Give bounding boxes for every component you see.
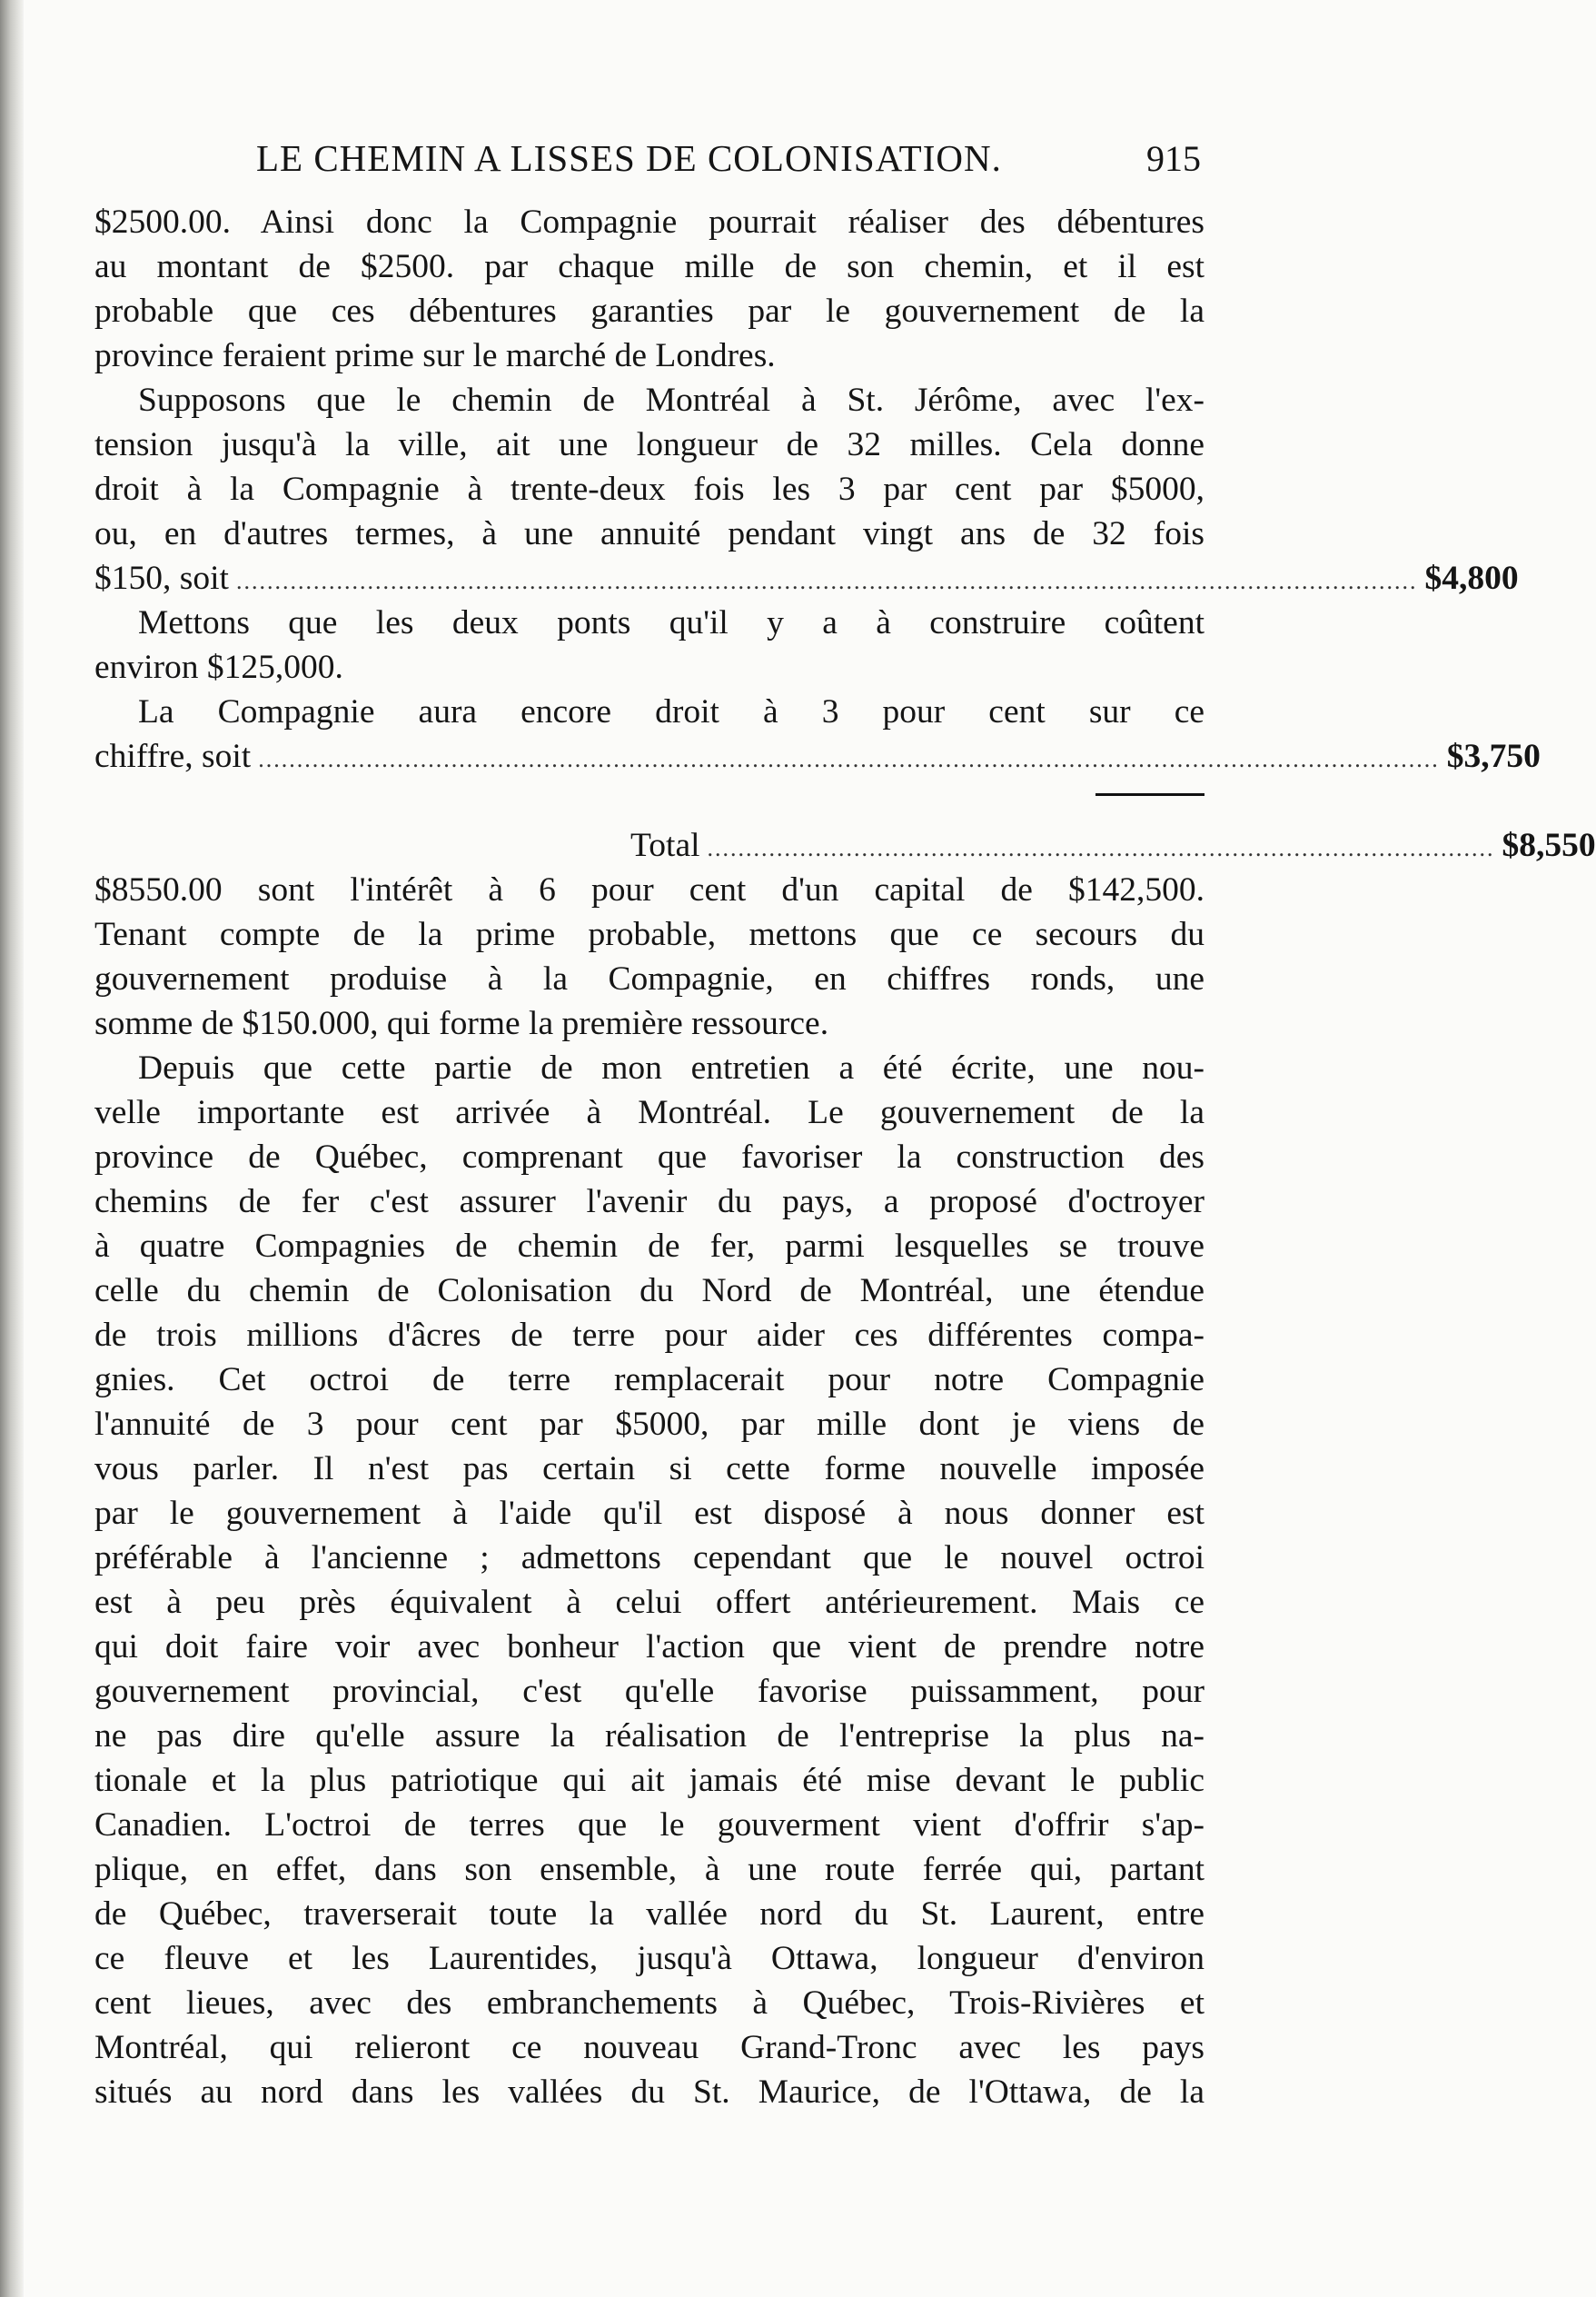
text-line: somme de $150.000, qui forme la première ressource. [94,1005,829,1042]
body-text [94,200,1596,2114]
text-line: Supposons que le chemin de Montréal à St. Jérôme, avec l'ex- [138,382,1204,419]
ledger-amount: $4,800 [1424,560,1519,597]
ledger-row-annuity [94,556,1519,601]
ledger-total-row [94,823,1596,868]
text-line: à quatre Compagnies de chemin de fer, parmi lesquelles se trouve [94,1228,1204,1265]
dot-leader: ......................................................................................................................................................... [258,746,1440,772]
text-line: Montréal, qui relieront ce nouveau Grand-Tronc avec les pays [94,2029,1204,2066]
ledger-label: chiffre, soit [94,738,252,775]
text-line: gouvernement provincial, c'est qu'elle favorise puissamment, pour [94,1673,1204,1710]
text-line: Depuis que cette partie de mon entretien a été écrite, une nou- [138,1049,1204,1087]
text-line: qui doit faire voir avec bonheur l'action que vient de prendre notre [94,1628,1204,1666]
text-line: droit à la Compagnie à trente-deux fois les 3 par cent par $5000, [94,471,1204,508]
text-line: tionale et la plus patriotique qui ait jamais été mise devant le public [94,1762,1204,1799]
text-line: environ $125,000. [94,649,343,686]
total-rule [94,779,1204,823]
book-page [94,136,1596,2114]
page-number: 915 [1146,138,1201,179]
total-label: Total [630,827,700,864]
dot-leader: ...................................................................................................... [707,835,1495,861]
text-line: celle du chemin de Colonisation du Nord de Montréal, une étendue [94,1272,1204,1309]
text-line: province feraient prime sur le marché de Londres. [94,337,776,374]
text-line: ne pas dire qu'elle assure la réalisation de l'entreprise la plus na- [94,1717,1204,1755]
dot-leader: ......................................................................................................................................................... [235,568,1418,594]
text-line: préférable à l'ancienne ; admettons cependant que le nouvel octroi [94,1539,1204,1576]
running-head [94,136,1204,200]
text-line: chemins de fer c'est assurer l'avenir du pays, a proposé d'octroyer [94,1183,1204,1220]
text-line: ce fleuve et les Laurentides, jusqu'à Ottawa, longueur d'environ [94,1940,1204,1977]
text-line: vous parler. Il n'est pas certain si cette forme nouvelle imposée [94,1450,1204,1487]
text-line: plique, en effet, dans son ensemble, à une route ferrée qui, partant [94,1851,1204,1888]
total-amount: $8,550 [1502,827,1596,864]
text-line: par le gouvernement à l'aide qu'il est disposé à nous donner est [94,1495,1204,1532]
text-line: $2500.00. Ainsi donc la Compagnie pourrait réaliser des débentures [94,204,1204,241]
ledger-row-bridges [94,734,1541,779]
ledger-label: $150, soit [94,560,229,597]
text-line: de Québec, traverserait toute la vallée nord du St. Laurent, entre [94,1895,1204,1933]
text-line: au montant de $2500. par chaque mille de son chemin, et il est [94,248,1204,285]
ledger-amount: $3,750 [1446,738,1541,775]
text-line: gnies. Cet octroi de terre remplacerait pour notre Compagnie [94,1361,1204,1398]
text-line: tension jusqu'à la ville, ait une longueur de 32 milles. Cela donne [94,426,1204,463]
text-line: province de Québec, comprenant que favoriser la construction des [94,1139,1204,1176]
text-line: gouvernement produise à la Compagnie, en chiffres ronds, une [94,960,1204,998]
page-edge-shadow [0,0,24,2297]
running-title: LE CHEMIN A LISSES DE COLONISATION. [256,137,1002,179]
text-line: cent lieues, avec des embranchements à Québec, Trois-Rivières et [94,1984,1204,2022]
text-line: de trois millions d'âcres de terre pour aider ces différentes compa- [94,1317,1204,1354]
text-line: Mettons que les deux ponts qu'il y a à construire coûtent [138,604,1204,641]
text-line: ou, en d'autres termes, à une annuité pendant vingt ans de 32 fois [94,515,1204,552]
text-line: probable que ces débentures garanties par le gouvernement de la [94,293,1204,330]
text-line: l'annuité de 3 pour cent par $5000, par mille dont je viens de [94,1406,1204,1443]
text-line: Tenant compte de la prime probable, mettons que ce secours du [94,916,1204,953]
text-line: La Compagnie aura encore droit à 3 pour cent sur ce [138,693,1204,731]
text-line: velle importante est arrivée à Montréal. Le gouvernement de la [94,1094,1204,1131]
text-line: Canadien. L'octroi de terres que le gouverment vient d'offrir s'ap- [94,1806,1204,1844]
text-line: $8550.00 sont l'intérêt à 6 pour cent d'un capital de $142,500. [94,871,1204,909]
text-line: est à peu près équivalent à celui offert antérieurement. Mais ce [94,1584,1204,1621]
text-line: situés au nord dans les vallées du St. Maurice, de l'Ottawa, de la [94,2073,1204,2111]
